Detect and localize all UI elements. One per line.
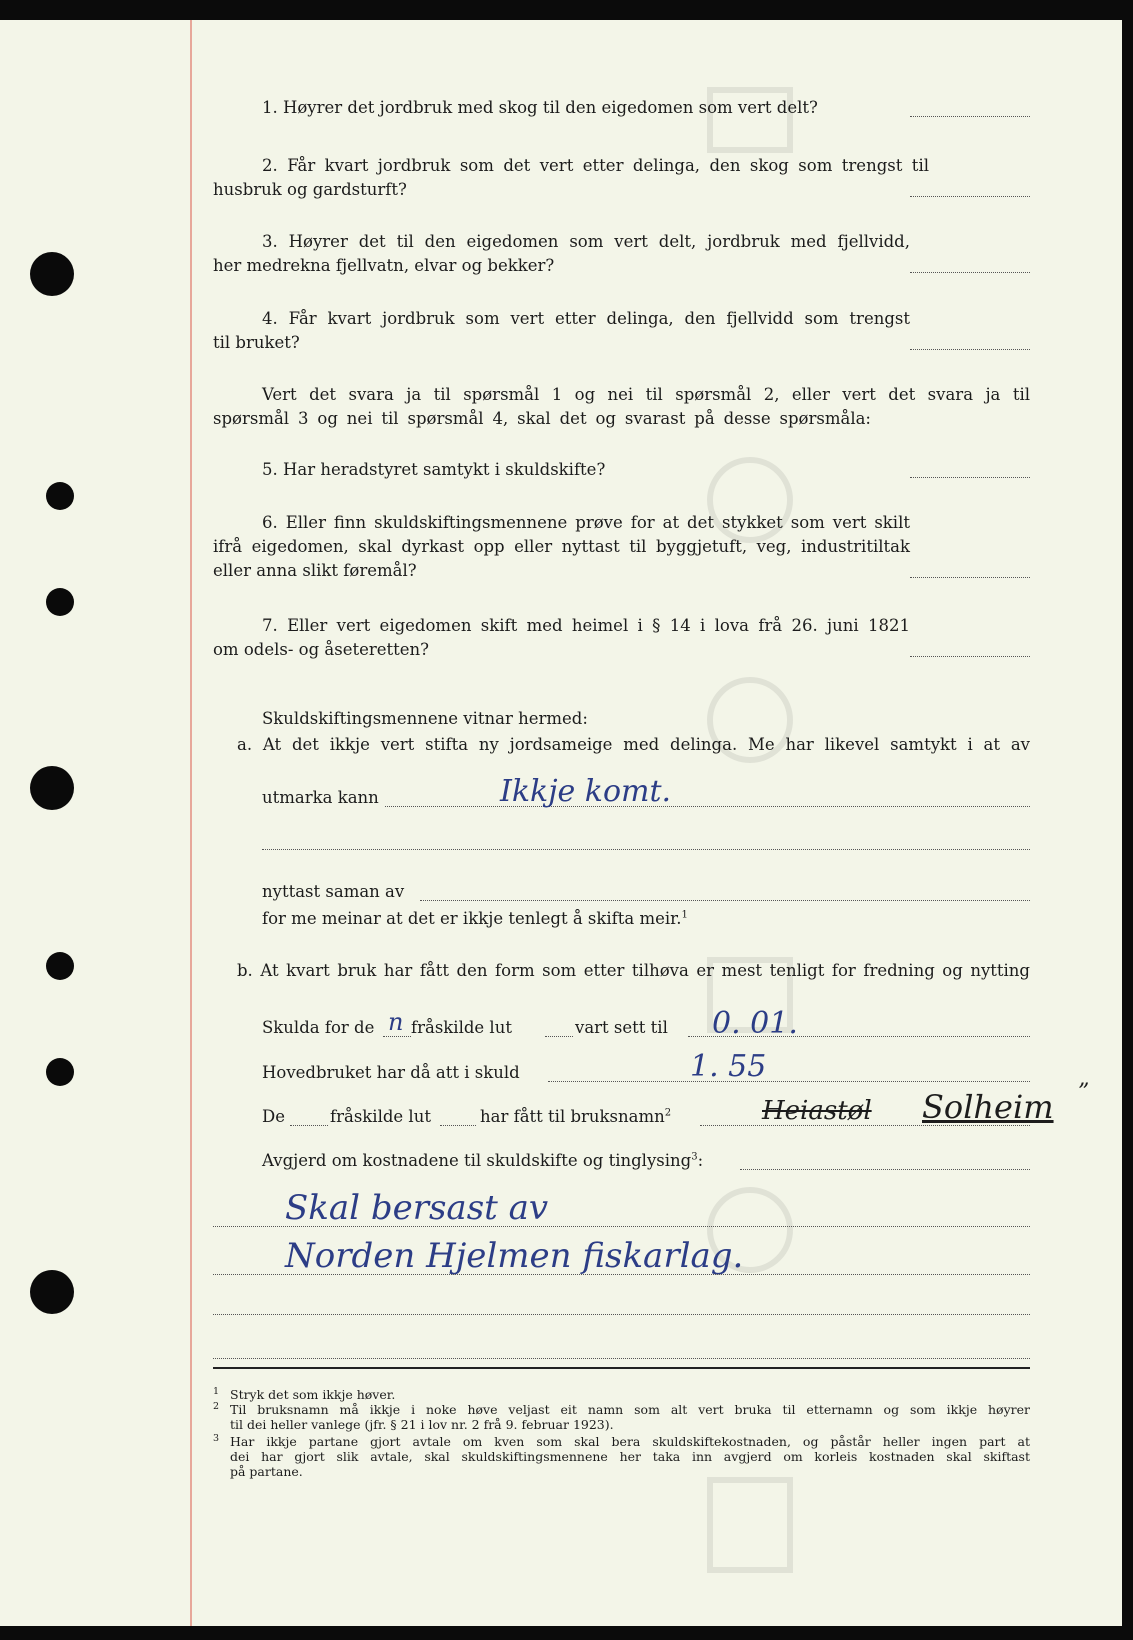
meinar-label: for me meinar at det er ikkje tenlegt å skifta meir. (262, 909, 682, 928)
avgjerd-line-3 (213, 1314, 1030, 1315)
footnote-2-number: 2 (213, 1401, 220, 1412)
footnote-ref-3: 3 (691, 1151, 698, 1163)
skulda-blank-1 (383, 1036, 411, 1037)
utmarka-line-2 (262, 849, 1030, 850)
footnote-separator (213, 1367, 1030, 1369)
document-page (0, 20, 1122, 1626)
question-1: 1. Høyrer det jordbruk med skog til den eigedomen som vert delt? (262, 98, 818, 117)
question-6-line3: eller anna slikt føremål? (213, 561, 417, 580)
nyttast-line (420, 900, 1030, 901)
meinar-text (262, 907, 688, 931)
binder-hole (46, 1058, 74, 1086)
question-7-line1: 7. Eller vert eigedomen skift med heimel i § 14 i lova frå 26. juni 1821 (262, 616, 910, 635)
avgjerd-handwriting-1: Skal bersast av (285, 1188, 549, 1228)
skulda-handwriting-n: n (388, 1008, 404, 1036)
bruksnamn-new-name: Solheim (922, 1088, 1054, 1126)
condition-line2: spørsmål 3 og nei til spørsmål 4, skal det og svarast på desse spørsmåla: (213, 409, 871, 428)
bruksnamn-struck-name: Heiastøl (762, 1096, 872, 1126)
skulda-value: 0. 01. (712, 1006, 798, 1041)
footnote-3-number: 3 (213, 1433, 220, 1444)
footnote-2-line1: Til bruksnamn må ikkje i noke høve veljast eit namn som alt vert bruka til etternamn og som ikkje høyrer (230, 1402, 1030, 1417)
question-6-line1: 6. Eller finn skuldskiftingsmennene prøve for at det stykket som vert skilt (262, 513, 910, 532)
footnote-ref-2: 2 (664, 1107, 672, 1119)
answer-line-7 (910, 656, 1030, 657)
hovedbruket-line (548, 1081, 1030, 1082)
avgjerd-label: Avgjerd om kostnadene til skuldskifte og tinglysing (262, 1151, 692, 1170)
answer-line-3 (910, 272, 1030, 273)
de-label-post (480, 1105, 671, 1129)
de-label-mid: fråskilde lut (330, 1107, 431, 1126)
answer-line-5 (910, 477, 1030, 478)
footnote-ref-1: 1 (681, 909, 688, 921)
avgjerd-text: Avgjerd om kostnadene til skuldskifte og tinglysing$^3$: (262, 1151, 704, 1170)
answer-line-6 (910, 577, 1030, 578)
footnote-2-line2: til dei heller vanlege (jfr. § 21 i lov nr. 2 frå 9. februar 1923). (230, 1417, 614, 1432)
section-a-line1: a. At det ikkje vert stifta ny jordsameige med delinga. Me har likevel samtykt i at av (237, 735, 1030, 754)
nyttast-label: nyttast saman av (262, 882, 405, 901)
avgjerd-line-4 (213, 1358, 1030, 1359)
de-blank-2 (440, 1125, 476, 1126)
de-label: De (262, 1107, 285, 1126)
binder-hole (30, 766, 74, 810)
utmarka-handwriting: Ikkje komt. (500, 774, 672, 809)
skulda-label-post: vart sett til (575, 1018, 668, 1037)
question-3-line2: her medrekna fjellvatn, elvar og bekker? (213, 256, 555, 275)
question-5: 5. Har heradstyret samtykt i skuldskifte? (262, 460, 606, 479)
avgjerd-line-2 (213, 1274, 1030, 1275)
footnote-1-text: Stryk det som ikkje høver. (230, 1387, 396, 1402)
utmarka-line (385, 806, 1030, 807)
footnote-3-line2: dei har gjort slik avtale, skal skuldskiftingsmennene her taka inn avgjerd om korleis kostnaden skal skiftast (230, 1449, 1030, 1464)
question-6-line2: ifrå eigedomen, skal dyrkast opp eller nyttast til byggjetuft, veg, industritiltak (213, 537, 910, 556)
question-4-line2: til bruket? (213, 333, 300, 352)
answer-line-4 (910, 349, 1030, 350)
avgjerd-line-1 (213, 1226, 1030, 1227)
witness-heading: Skuldskiftingsmennene vitnar hermed: (262, 709, 588, 728)
bruksnamn-quote: ” (1078, 1080, 1090, 1105)
skulda-label-mid: fråskilde lut (411, 1018, 512, 1037)
binder-hole (46, 952, 74, 980)
footnote-3-line3: på partane. (230, 1464, 303, 1479)
question-3-line1: 3. Høyrer det til den eigedomen som vert delt, jordbruk med fjellvidd, (262, 232, 910, 251)
question-7-line2: om odels- og åseteretten? (213, 640, 430, 659)
de-blank-1 (290, 1125, 328, 1126)
question-2-line2: husbruk og gardsturft? (213, 180, 407, 199)
answer-line-2 (910, 196, 1030, 197)
scan-border (1122, 0, 1133, 1636)
question-2-line1: 2. Får kvart jordbruk som det vert etter delinga, den skog som trengst til (262, 156, 929, 175)
question-4-line1: 4. Får kvart jordbruk som vert etter delinga, den fjellvidd som trengst (262, 309, 910, 328)
answer-line-1 (910, 116, 1030, 117)
binder-hole (30, 1270, 74, 1314)
avgjerd-line-0 (740, 1169, 1030, 1170)
utmarka-label: utmarka kann (262, 788, 379, 807)
hovedbruket-value: 1. 55 (690, 1049, 767, 1084)
binder-hole (46, 482, 74, 510)
avgjerd-handwriting-2: Norden Hjelmen fiskarlag. (285, 1236, 744, 1276)
binder-hole (46, 588, 74, 616)
margin-line (190, 20, 192, 1626)
condition-line1: Vert det svara ja til spørsmål 1 og nei til spørsmål 2, eller vert det svara ja til (262, 385, 1030, 404)
footnote-1-number: 1 (213, 1386, 220, 1397)
skulda-label-pre: Skulda for de (262, 1018, 375, 1037)
bruksnamn-label: har fått til bruksnamn (480, 1107, 665, 1126)
section-b-line1: b. At kvart bruk har fått den form som etter tilhøva er mest tenligt for fredning og nytting (237, 961, 1030, 980)
skulda-blank-2 (545, 1036, 573, 1037)
binder-hole (30, 252, 74, 296)
footnote-3-line1: Har ikkje partane gjort avtale om kven som skal bera skuldskiftekostnaden, og påstår heller ingen part at (230, 1434, 1030, 1449)
hovedbruket-label: Hovedbruket har då att i skuld (262, 1063, 520, 1082)
